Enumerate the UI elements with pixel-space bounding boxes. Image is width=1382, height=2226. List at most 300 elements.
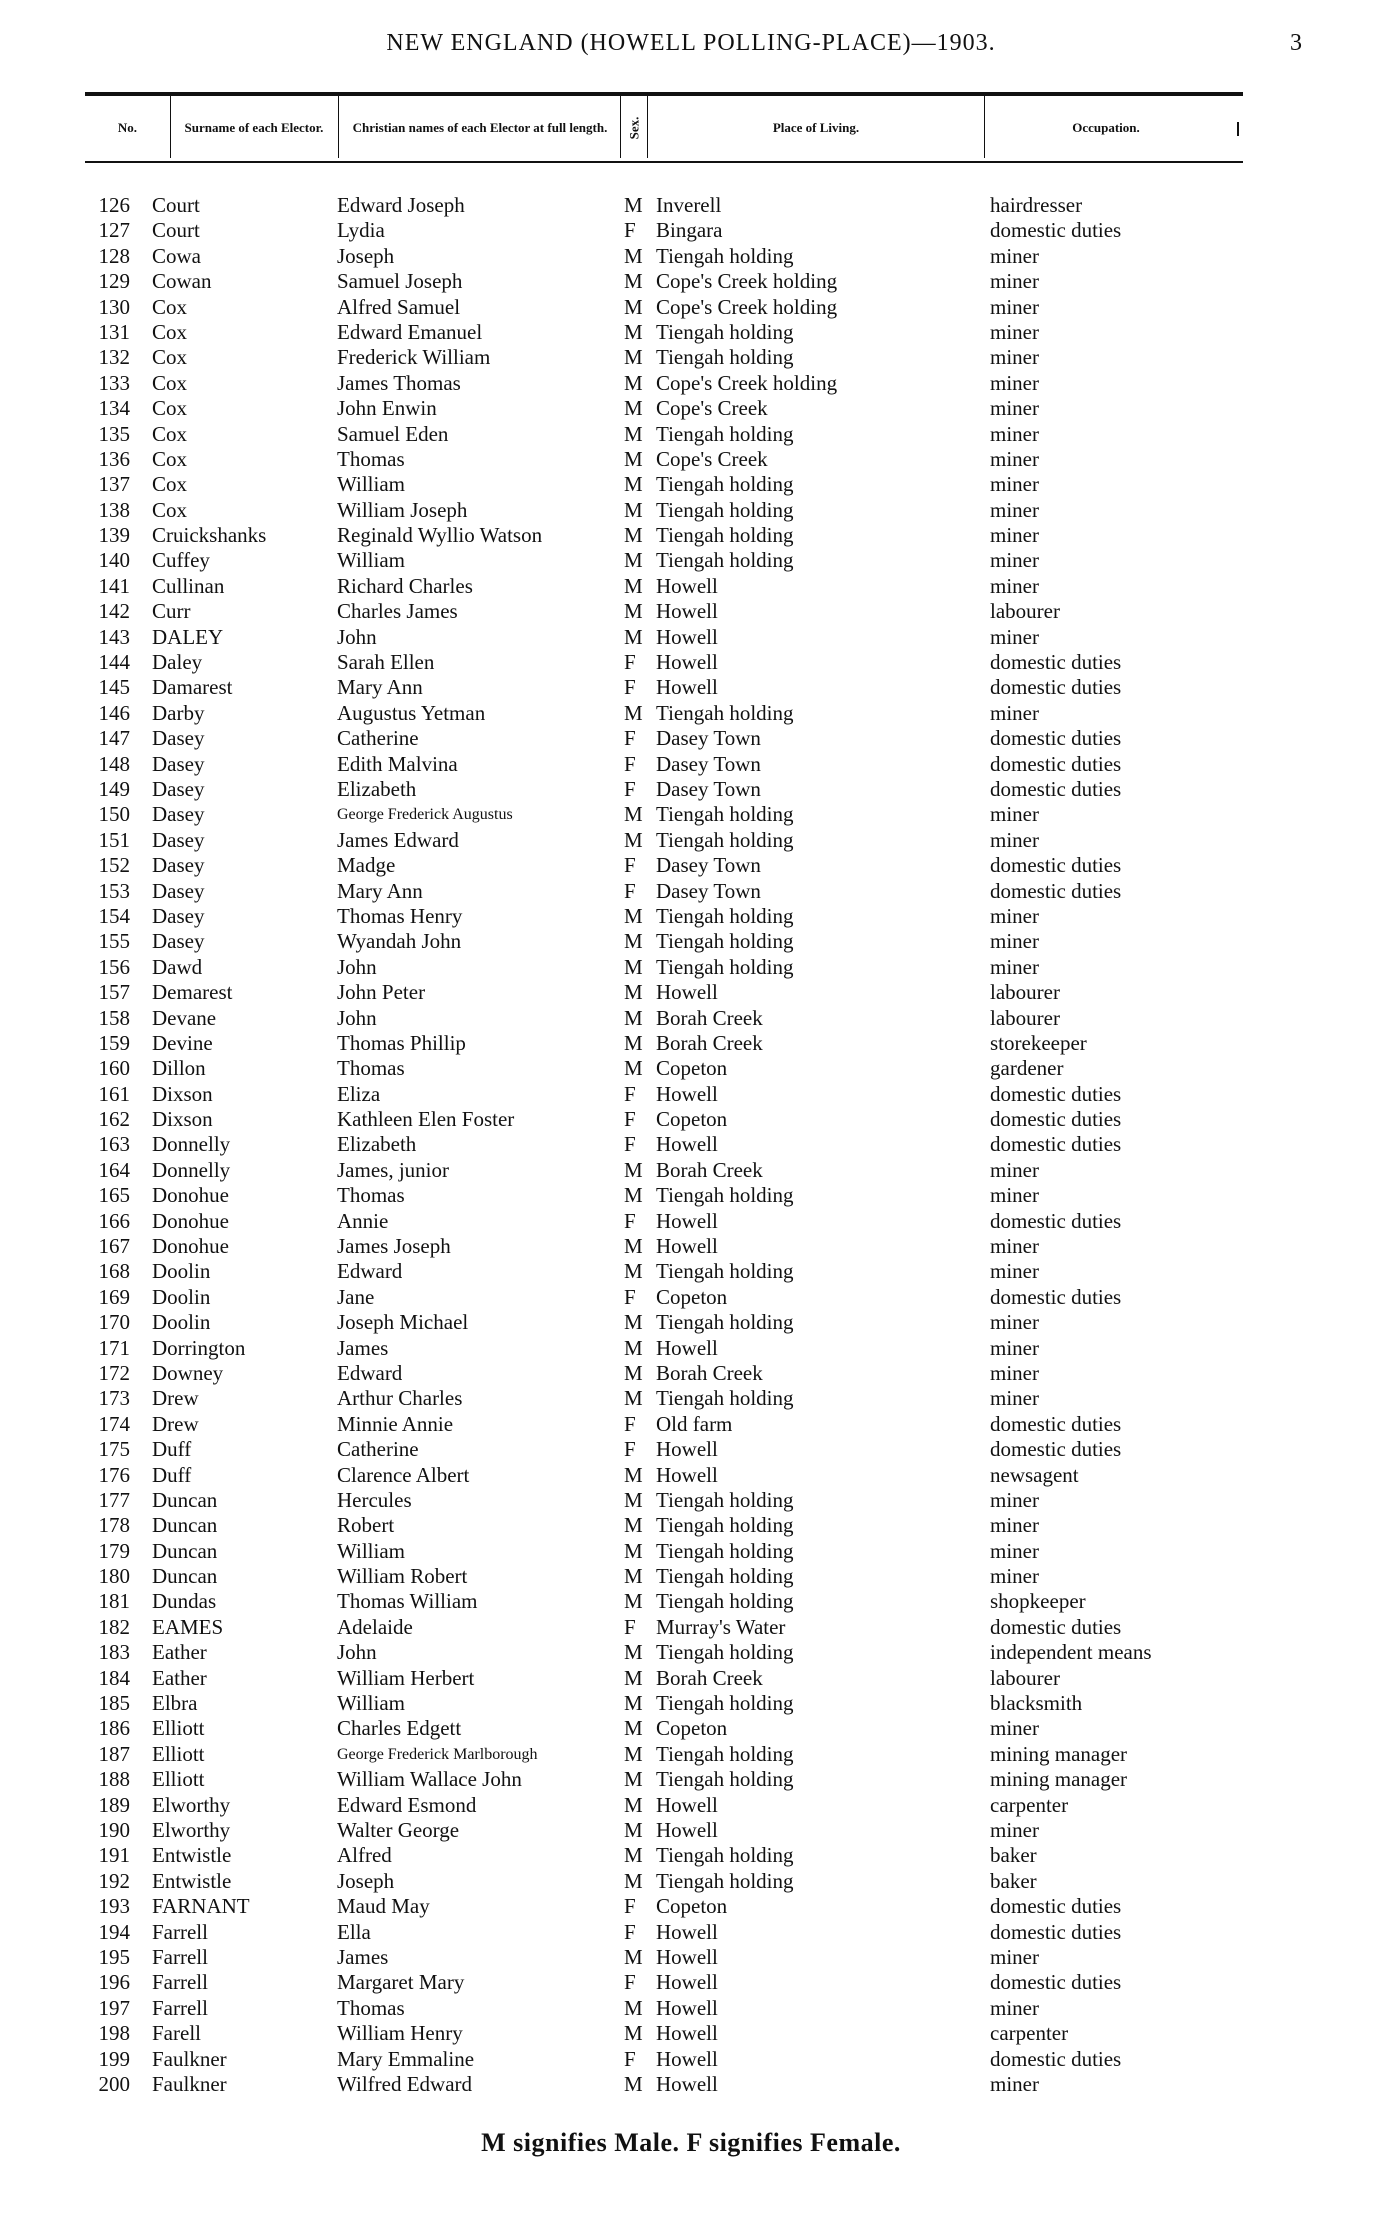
elector-christian-names: John xyxy=(337,1640,377,1665)
elector-surname: Dasey xyxy=(152,878,205,903)
elector-surname: Faulkner xyxy=(152,2046,227,2071)
elector-number: 156 xyxy=(98,954,130,979)
elector-surname: Dixson xyxy=(152,1081,213,1106)
elector-christian-names: Sarah Ellen xyxy=(337,650,435,675)
elector-occupation: domestic duties xyxy=(990,1107,1122,1132)
col-divider xyxy=(170,96,171,158)
table-row xyxy=(0,1259,1382,1284)
elector-surname: Court xyxy=(152,218,200,243)
elector-number: 129 xyxy=(98,269,130,294)
elector-sex: M xyxy=(624,1538,643,1563)
elector-christian-names: James Joseph xyxy=(337,1234,451,1259)
table-row xyxy=(0,422,1382,447)
elector-place-of-living: Howell xyxy=(656,980,718,1005)
elector-occupation: carpenter xyxy=(990,1792,1069,1817)
table-row xyxy=(0,1082,1382,1107)
elector-occupation: miner xyxy=(990,497,1039,522)
elector-occupation: miner xyxy=(990,319,1039,344)
elector-place-of-living: Borah Creek xyxy=(656,1030,763,1055)
elector-number: 163 xyxy=(98,1132,130,1157)
elector-number: 167 xyxy=(98,1234,130,1259)
elector-number: 198 xyxy=(98,2021,130,2046)
elector-sex: M xyxy=(624,1716,643,1741)
elector-sex: F xyxy=(624,1614,636,1639)
elector-occupation: miner xyxy=(990,1335,1039,1360)
elector-place-of-living: Tiengah holding xyxy=(656,1843,794,1868)
table-row xyxy=(0,1640,1382,1665)
elector-occupation: domestic duties xyxy=(990,2046,1122,2071)
elector-place-of-living: Howell xyxy=(656,2046,718,2071)
elector-surname: Donnelly xyxy=(152,1132,231,1157)
elector-surname: Doolin xyxy=(152,1284,211,1309)
table-row xyxy=(0,599,1382,624)
elector-number: 192 xyxy=(98,1868,130,1893)
elector-christian-names: Mary Ann xyxy=(337,675,423,700)
elector-occupation: miner xyxy=(990,1183,1039,1208)
elector-surname: Dawd xyxy=(152,954,203,979)
elector-place-of-living: Tiengah holding xyxy=(656,802,794,827)
table-row xyxy=(0,879,1382,904)
elector-christian-names: George Frederick Augustus xyxy=(337,806,513,824)
table-row xyxy=(0,1310,1382,1335)
table-row xyxy=(0,1183,1382,1208)
table-row xyxy=(0,1539,1382,1564)
elector-sex: M xyxy=(624,1259,643,1284)
table-row xyxy=(0,1818,1382,1843)
elector-occupation: domestic duties xyxy=(990,853,1122,878)
table-row xyxy=(0,193,1382,218)
elector-occupation: domestic duties xyxy=(990,1614,1122,1639)
elector-place-of-living: Cope's Creek holding xyxy=(656,269,838,294)
elector-place-of-living: Tiengah holding xyxy=(656,1513,794,1538)
elector-occupation: storekeeper xyxy=(990,1030,1087,1055)
col-header-no: No. xyxy=(117,120,138,135)
elector-place-of-living: Howell xyxy=(656,1792,718,1817)
elector-place-of-living: Tiengah holding xyxy=(656,1386,794,1411)
elector-place-of-living: Bingara xyxy=(656,218,723,243)
elector-christian-names: Hercules xyxy=(337,1487,412,1512)
elector-christian-names: Eliza xyxy=(337,1081,381,1106)
table-row xyxy=(0,1234,1382,1259)
elector-number: 191 xyxy=(98,1843,130,1868)
elector-sex: M xyxy=(624,599,643,624)
elector-sex: M xyxy=(624,472,643,497)
elector-number: 181 xyxy=(98,1589,130,1614)
table-row xyxy=(0,269,1382,294)
elector-occupation: domestic duties xyxy=(990,1411,1122,1436)
table-row xyxy=(0,1437,1382,1462)
elector-place-of-living: Howell xyxy=(656,1995,718,2020)
table-row xyxy=(0,777,1382,802)
table-row xyxy=(0,1793,1382,1818)
elector-occupation: miner xyxy=(990,294,1039,319)
elector-place-of-living: Tiengah holding xyxy=(656,1741,794,1766)
elector-occupation: labourer xyxy=(990,1005,1060,1030)
elector-number: 182 xyxy=(98,1614,130,1639)
elector-christian-names: John xyxy=(337,624,377,649)
elector-place-of-living: Cope's Creek holding xyxy=(656,370,838,395)
table-row xyxy=(0,244,1382,269)
elector-occupation: miner xyxy=(990,1310,1039,1335)
elector-occupation: labourer xyxy=(990,1665,1060,1690)
table-row xyxy=(0,1970,1382,1995)
elector-place-of-living: Tiengah holding xyxy=(656,700,794,725)
elector-surname: Entwistle xyxy=(152,1843,232,1868)
elector-place-of-living: Borah Creek xyxy=(656,1360,763,1385)
table-row xyxy=(0,320,1382,345)
elector-place-of-living: Dasey Town xyxy=(656,726,761,751)
elector-place-of-living: Tiengah holding xyxy=(656,548,794,573)
elector-sex: F xyxy=(624,675,636,700)
elector-place-of-living: Cope's Creek holding xyxy=(656,294,838,319)
elector-number: 178 xyxy=(98,1513,130,1538)
elector-place-of-living: Howell xyxy=(656,1944,718,1969)
elector-occupation: miner xyxy=(990,345,1039,370)
elector-occupation: domestic duties xyxy=(990,1081,1122,1106)
elector-occupation: miner xyxy=(990,1157,1039,1182)
elector-number: 132 xyxy=(98,345,130,370)
elector-sex: M xyxy=(624,954,643,979)
elector-sex: M xyxy=(624,1462,643,1487)
elector-occupation: miner xyxy=(990,1564,1039,1589)
elector-sex: F xyxy=(624,1284,636,1309)
elector-sex: F xyxy=(624,2046,636,2071)
elector-surname: Demarest xyxy=(152,980,233,1005)
elector-christian-names: William Robert xyxy=(337,1564,468,1589)
elector-christian-names: Charles James xyxy=(337,599,458,624)
elector-sex: F xyxy=(624,1894,636,1919)
table-row xyxy=(0,1209,1382,1234)
col-header-sex-cell xyxy=(621,98,647,158)
elector-christian-names: Thomas xyxy=(337,1183,405,1208)
elector-number: 126 xyxy=(98,193,130,217)
elector-number: 130 xyxy=(98,294,130,319)
elector-christian-names: Kathleen Elen Foster xyxy=(337,1107,515,1132)
elector-surname: Darby xyxy=(152,700,205,725)
elector-number: 183 xyxy=(98,1640,130,1665)
elector-christian-names: James xyxy=(337,1335,389,1360)
elector-number: 185 xyxy=(98,1691,130,1716)
elector-surname: Farrell xyxy=(152,1944,208,1969)
elector-christian-names: Margaret Mary xyxy=(337,1970,465,1995)
elector-number: 197 xyxy=(98,1995,130,2020)
elector-sex: F xyxy=(624,776,636,801)
table-row xyxy=(0,498,1382,523)
elector-place-of-living: Copeton xyxy=(656,1284,728,1309)
elector-occupation: blacksmith xyxy=(990,1691,1083,1716)
elector-christian-names: William Herbert xyxy=(337,1665,475,1690)
elector-place-of-living: Howell xyxy=(656,675,718,700)
elector-occupation: miner xyxy=(990,827,1039,852)
elector-surname: Dasey xyxy=(152,853,205,878)
elector-christian-names: John xyxy=(337,1005,377,1030)
elector-sex: M xyxy=(624,1665,643,1690)
elector-number: 199 xyxy=(98,2046,130,2071)
table-row xyxy=(0,1513,1382,1538)
table-row xyxy=(0,1920,1382,1945)
elector-surname: Cowa xyxy=(152,243,201,268)
elector-christian-names: Thomas Henry xyxy=(337,903,463,928)
elector-surname: Cox xyxy=(152,396,188,421)
elector-number: 189 xyxy=(98,1792,130,1817)
elector-number: 187 xyxy=(98,1741,130,1766)
elector-sex: F xyxy=(624,726,636,751)
elector-place-of-living: Howell xyxy=(656,2021,718,2046)
elector-place-of-living: Howell xyxy=(656,1437,718,1462)
table-row xyxy=(0,1031,1382,1056)
elector-surname: Dasey xyxy=(152,751,205,776)
col-divider xyxy=(647,96,648,158)
elector-number: 184 xyxy=(98,1665,130,1690)
elector-number: 177 xyxy=(98,1487,130,1512)
elector-place-of-living: Copeton xyxy=(656,1894,728,1919)
elector-occupation: miner xyxy=(990,1386,1039,1411)
elector-surname: Duff xyxy=(152,1437,192,1462)
elector-sex: F xyxy=(624,1411,636,1436)
table-row xyxy=(0,1056,1382,1081)
elector-christian-names: Samuel Joseph xyxy=(337,269,463,294)
elector-sex: F xyxy=(624,650,636,675)
table-row xyxy=(0,218,1382,243)
elector-christian-names: John Enwin xyxy=(337,396,437,421)
elector-sex: M xyxy=(624,1157,643,1182)
elector-place-of-living: Howell xyxy=(656,650,718,675)
elector-surname: Elworthy xyxy=(152,1818,231,1842)
elector-surname: Duncan xyxy=(152,1487,218,1512)
elector-christian-names: Minnie Annie xyxy=(337,1411,454,1436)
table-row xyxy=(0,523,1382,548)
elector-occupation: domestic duties xyxy=(990,751,1122,776)
elector-number: 158 xyxy=(98,1005,130,1030)
elector-sex: M xyxy=(624,269,643,294)
elector-place-of-living: Tiengah holding xyxy=(656,1487,794,1512)
elector-surname: Farrell xyxy=(152,1919,208,1944)
elector-place-of-living: Borah Creek xyxy=(656,1157,763,1182)
elector-surname: Elliott xyxy=(152,1767,205,1792)
elector-surname: Cuffey xyxy=(152,548,210,573)
elector-surname: Court xyxy=(152,193,200,217)
elector-place-of-living: Cope's Creek xyxy=(656,446,768,471)
elector-occupation: miner xyxy=(990,1513,1039,1538)
elector-surname: Devine xyxy=(152,1030,213,1055)
elector-number: 139 xyxy=(98,523,130,548)
elector-christian-names: Ella xyxy=(337,1919,371,1944)
elector-occupation: carpenter xyxy=(990,2021,1069,2046)
elector-sex: M xyxy=(624,1944,643,1969)
elector-surname: Farell xyxy=(152,2021,201,2046)
elector-surname: Cox xyxy=(152,319,188,344)
elector-surname: Farrell xyxy=(152,1995,208,2020)
header-top-rule xyxy=(85,92,1243,96)
elector-occupation: miner xyxy=(990,1944,1039,1969)
elector-christian-names: Maud May xyxy=(337,1894,430,1919)
elector-christian-names: Elizabeth xyxy=(337,1132,417,1157)
elector-number: 168 xyxy=(98,1259,130,1284)
elector-occupation: shopkeeper xyxy=(990,1589,1086,1614)
elector-sex: M xyxy=(624,1564,643,1589)
elector-christian-names: Clarence Albert xyxy=(337,1462,470,1487)
elector-christian-names: William xyxy=(337,1538,405,1563)
table-row xyxy=(0,1386,1382,1411)
elector-number: 190 xyxy=(98,1818,130,1842)
table-row xyxy=(0,1615,1382,1640)
elector-surname: Faulkner xyxy=(152,2071,227,2096)
table-row xyxy=(0,2047,1382,2072)
elector-number: 145 xyxy=(98,675,130,700)
table-row xyxy=(0,1132,1382,1157)
elector-christian-names: Lydia xyxy=(337,218,385,243)
elector-number: 133 xyxy=(98,370,130,395)
elector-number: 153 xyxy=(98,878,130,903)
elector-place-of-living: Howell xyxy=(656,1919,718,1944)
elector-sex: F xyxy=(624,1081,636,1106)
elector-number: 152 xyxy=(98,853,130,878)
elector-occupation: miner xyxy=(990,954,1039,979)
elector-occupation: miner xyxy=(990,929,1039,954)
elector-occupation: domestic duties xyxy=(990,1437,1122,1462)
table-row xyxy=(0,1488,1382,1513)
elector-christian-names: William Henry xyxy=(337,2021,463,2046)
elector-number: 134 xyxy=(98,396,130,421)
elector-number: 200 xyxy=(98,2071,130,2096)
col-divider xyxy=(984,96,985,158)
table-row xyxy=(0,955,1382,980)
elector-sex: F xyxy=(624,1107,636,1132)
elector-place-of-living: Copeton xyxy=(656,1107,728,1132)
table-row xyxy=(0,802,1382,827)
elector-place-of-living: Howell xyxy=(656,1970,718,1995)
elector-surname: Elliott xyxy=(152,1716,205,1741)
table-row xyxy=(0,1412,1382,1437)
elector-place-of-living: Tiengah holding xyxy=(656,345,794,370)
elector-christian-names: Thomas William xyxy=(337,1589,478,1614)
elector-number: 166 xyxy=(98,1208,130,1233)
col-header-christian-names: Christian names of each Elector at full length. xyxy=(352,120,608,135)
sex-legend-footer: M signifies Male. F signifies Female. xyxy=(481,2128,901,2157)
table-row xyxy=(0,1361,1382,1386)
elector-number: 179 xyxy=(98,1538,130,1563)
elector-christian-names: Mary Ann xyxy=(337,878,423,903)
elector-place-of-living: Howell xyxy=(656,1462,718,1487)
elector-christian-names: Joseph Michael xyxy=(337,1310,469,1335)
elector-surname: Dasey xyxy=(152,827,205,852)
elector-sex: F xyxy=(624,1970,636,1995)
elector-sex: M xyxy=(624,319,643,344)
table-row xyxy=(0,396,1382,421)
elector-number: 171 xyxy=(98,1335,130,1360)
col-header-place: Place of Living. xyxy=(772,120,860,135)
elector-surname: EAMES xyxy=(152,1614,224,1639)
elector-sex: M xyxy=(624,1995,643,2020)
elector-occupation: miner xyxy=(990,1995,1039,2020)
table-row xyxy=(0,548,1382,573)
elector-number: 175 xyxy=(98,1437,130,1462)
table-row xyxy=(0,726,1382,751)
elector-occupation: domestic duties xyxy=(990,1970,1122,1995)
elector-sex: F xyxy=(624,1437,636,1462)
elector-place-of-living: Howell xyxy=(656,1081,718,1106)
table-row xyxy=(0,1564,1382,1589)
page-number: 3 xyxy=(1290,30,1302,56)
elector-christian-names: William Wallace John xyxy=(337,1767,522,1792)
elector-occupation: labourer xyxy=(990,599,1060,624)
elector-sex: M xyxy=(624,1030,643,1055)
table-row xyxy=(0,752,1382,777)
elector-surname: Cox xyxy=(152,370,188,395)
elector-number: 142 xyxy=(98,599,130,624)
elector-place-of-living: Howell xyxy=(656,1234,718,1259)
elector-place-of-living: Borah Creek xyxy=(656,1005,763,1030)
elector-christian-names: Madge xyxy=(337,853,396,878)
elector-place-of-living: Howell xyxy=(656,2071,718,2096)
elector-occupation: domestic duties xyxy=(990,1208,1122,1233)
elector-surname: Donohue xyxy=(152,1183,229,1208)
table-row xyxy=(0,1767,1382,1792)
elector-sex: F xyxy=(624,1132,636,1157)
elector-christian-names: James Thomas xyxy=(337,370,461,395)
elector-surname: Doolin xyxy=(152,1310,211,1335)
elector-number: 128 xyxy=(98,243,130,268)
col-header-occupation: Occupation. xyxy=(1072,120,1140,135)
elector-place-of-living: Howell xyxy=(656,573,718,598)
elector-place-of-living: Howell xyxy=(656,624,718,649)
elector-occupation: miner xyxy=(990,523,1039,548)
elector-occupation: miner xyxy=(990,421,1039,446)
elector-surname: Duncan xyxy=(152,1564,218,1589)
elector-sex: M xyxy=(624,1056,643,1081)
elector-place-of-living: Tiengah holding xyxy=(656,903,794,928)
elector-surname: Elbra xyxy=(152,1691,198,1716)
elector-sex: M xyxy=(624,446,643,471)
elector-occupation: gardener xyxy=(990,1056,1064,1081)
elector-sex: M xyxy=(624,903,643,928)
table-row xyxy=(0,2021,1382,2046)
elector-christian-names: Joseph xyxy=(337,243,395,268)
elector-sex: M xyxy=(624,1868,643,1893)
elector-surname: Dasey xyxy=(152,776,205,801)
elector-surname: Cox xyxy=(152,421,188,446)
elector-number: 159 xyxy=(98,1030,130,1055)
elector-number: 144 xyxy=(98,650,130,675)
elector-number: 162 xyxy=(98,1107,130,1132)
elector-surname: Cruickshanks xyxy=(152,523,267,548)
elector-number: 146 xyxy=(98,700,130,725)
elector-christian-names: Wyandah John xyxy=(337,929,462,954)
elector-sex: M xyxy=(624,1234,643,1259)
elector-surname: Dorrington xyxy=(152,1335,246,1360)
elector-christian-names: Joseph xyxy=(337,1868,395,1893)
elector-sex: M xyxy=(624,396,643,421)
elector-surname: Dundas xyxy=(152,1589,217,1614)
elector-surname: Drew xyxy=(152,1411,199,1436)
table-row xyxy=(0,1742,1382,1767)
table-row xyxy=(0,1691,1382,1716)
elector-number: 164 xyxy=(98,1157,130,1182)
elector-surname: Cox xyxy=(152,472,188,497)
elector-christian-names: John Peter xyxy=(337,980,426,1005)
elector-surname: Donohue xyxy=(152,1234,229,1259)
elector-christian-names: William xyxy=(337,1691,405,1716)
elector-surname: Elworthy xyxy=(152,1792,231,1817)
elector-surname: Dasey xyxy=(152,903,205,928)
elector-place-of-living: Tiengah holding xyxy=(656,1310,794,1335)
elector-christian-names: Richard Charles xyxy=(337,573,473,598)
elector-place-of-living: Borah Creek xyxy=(656,1665,763,1690)
elector-place-of-living: Tiengah holding xyxy=(656,497,794,522)
elector-christian-names: Charles Edgett xyxy=(337,1716,462,1741)
elector-occupation: baker xyxy=(990,1868,1037,1893)
elector-occupation: miner xyxy=(990,700,1039,725)
